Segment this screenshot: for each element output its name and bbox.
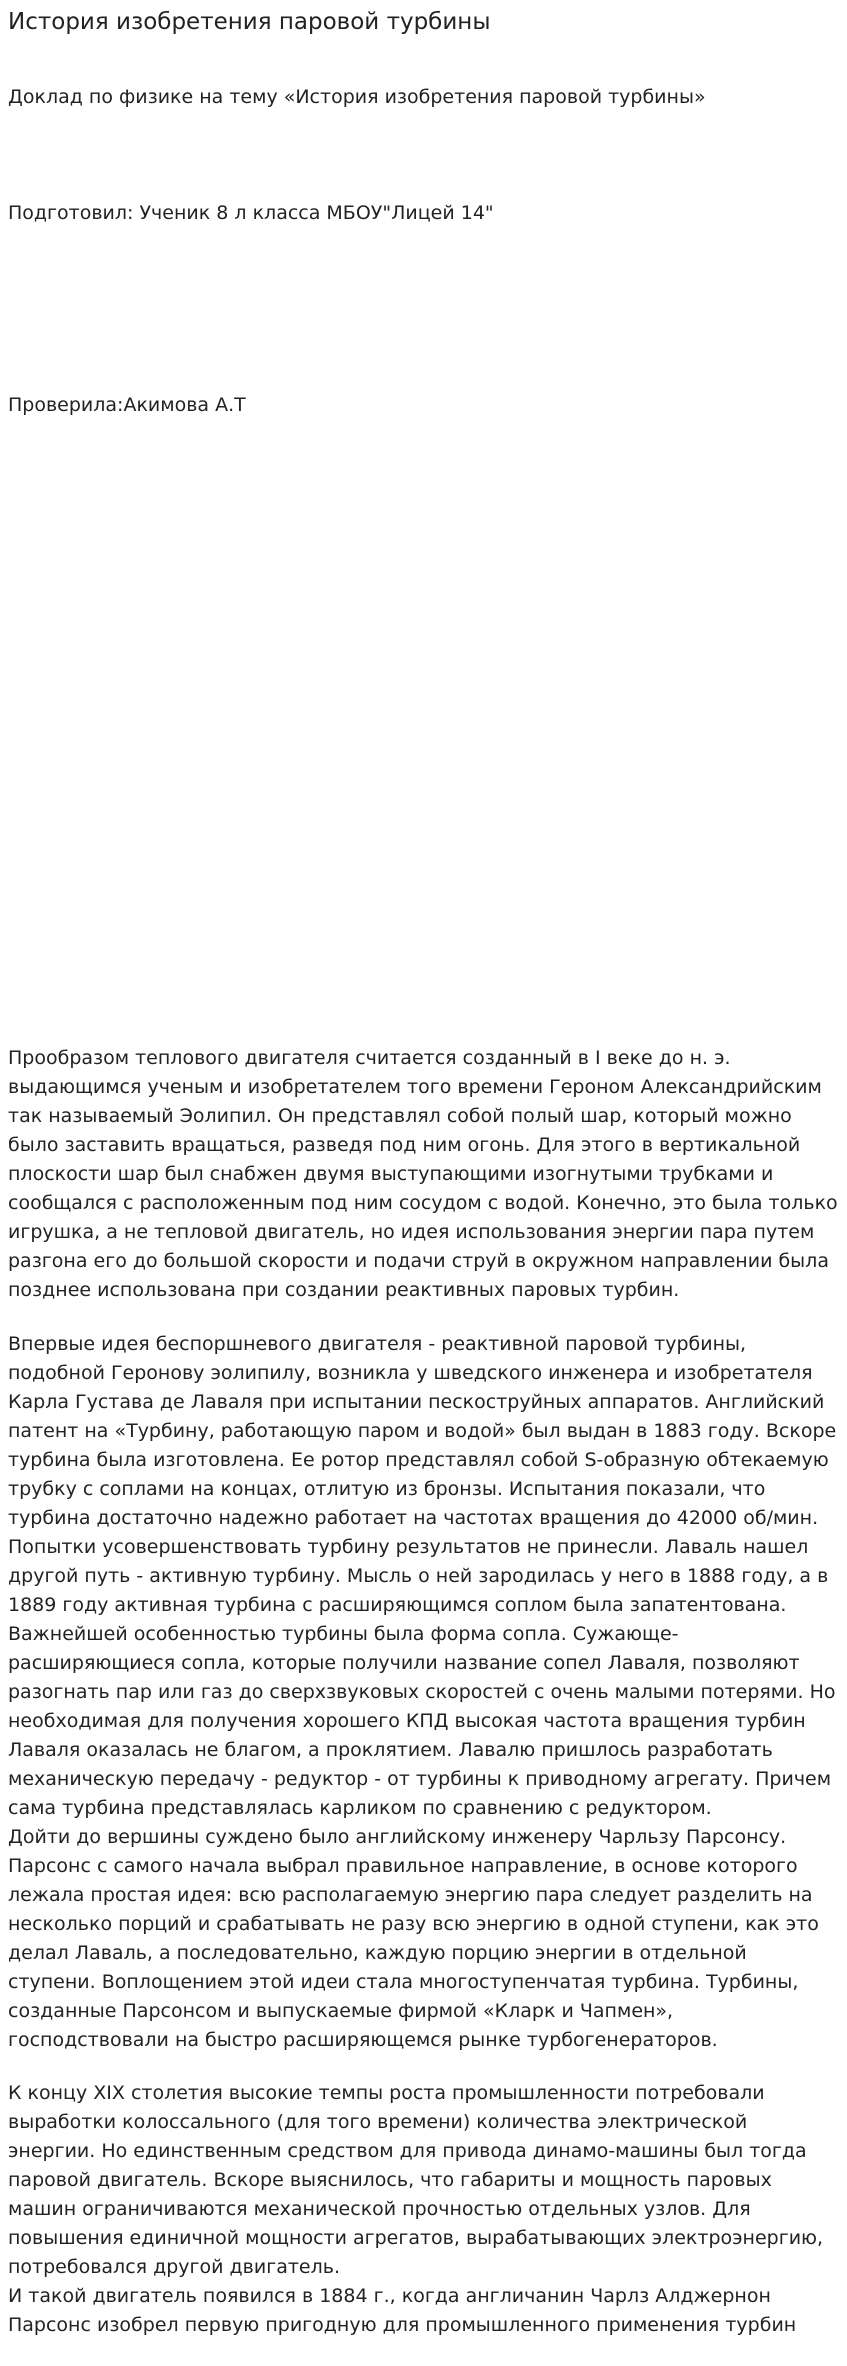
- report-subtitle: Доклад по физике на тему «История изобретения паровой турбины»: [8, 86, 706, 108]
- paragraph-industry-demand: К концу XIX столетия высокие темпы роста промышленности потребовали выработки колоссального (для того времени) количества электрической энергии. Но единственным средством для привода динамо-машины был тогда паровой двигатель. Вскоре выяснилось, что габариты и мощность паровых машин ограничиваются механической прочностью отдельных узлов. Для повышения единичной мощности агрегатов, вырабатывающих электроэнергию, потребовался другой двигатель.: [8, 2082, 824, 2278]
- paragraph-heron-aeolipile: Прообразом теплового двигателя считается созданный в I веке до н. э. выдающимся ученым и изобретателем того времени Героном Александрийским так называемый Эолипил. Он представлял собой полый шар, который можно было заставить вращаться, разведя под ним огонь. Для этого в вертикальной плоскости шар был снабжен двумя выступающими изогнутыми трубками и сообщался с расположенным под ним сосудом с водой. Конечно, это была только игрушка, а не тепловой двигатель, но идея использования энергии пара путем разгона его до большой скорости и подачи струй в окружном направлении была позднее использована при создании реактивных паровых турбин.: [8, 1047, 838, 1301]
- author-line: Подготовил: Ученик 8 л класса МБОУ"Лицей 14": [8, 202, 494, 224]
- paragraph-laval-parsons: Впервые идея беспоршневого двигателя - реактивной паровой турбины, подобной Геронову эолипилу, возникла у шведского инженера и изобретателя Карла Густава де Лаваля при испытании пескоструйных аппаратов. Английский патент на «Турбину, работающую паром и водой» был выдан в 1883 году. Вскоре турбина была изготовлена. Ее ротор представлял собой S-образную обтекаемую трубку с соплами на концах, отлитую из бронзы. Испытания показали, что турбина достаточно надежно работает на частотах вращения до 42000 об/мин. Попытки усовершенствовать турбину результатов не принесли. Лаваль нашел другой путь - активную турбину. Мысль о ней зародилась у него в 1888 году, а в 1889 году активная турбина с расширяющимся соплом была запатентована. Важнейшей особенностью турбины была форма сопла. Сужающе-расширяющиеся сопла, которые получили название сопел Лаваля, позволяют разогнать пар или газ до сверхзвуковых скоростей с очень малыми потерями. Но необходимая для получения хорошего КПД высокая частота вращения турбин Лаваля оказалась не благом, а проклятием. Лавалю пришлось разработать механическую передачу - редуктор - от турбины к приводному агрегату. Причем сама турбина представлялась карликом по сравнению с редуктором. Дойти до вершины суждено было английскому инженеру Чарльзу Парсонсу. Парсонс с самого начала выбрал правильное направление, в основе которого лежала простая идея: всю располагаемую энергию пара следует разделить на несколько порций и срабатывать не разу всю энергию в одной ступени, как это делал Лаваль, а последовательно, каждую порцию энергии в отдельной ступени. Воплощением этой идеи стала многоступенчатая турбина. Турбины, созданные Парсонсом и выпускаемые фирмой «Кларк и Чапмен», господствовали на быстро расширяющемся рынке турбогенераторов.: [8, 1333, 837, 2051]
- page-title: История изобретения паровой турбины: [8, 9, 491, 35]
- reviewer-line: Проверила:Акимова А.Т: [8, 394, 246, 416]
- paragraph-parsons-1884: И такой двигатель появился в 1884 г., когда англичанин Чарлз Алджернон Парсонс изобрел первую пригодную для промышленного применения турбин: [8, 2285, 797, 2336]
